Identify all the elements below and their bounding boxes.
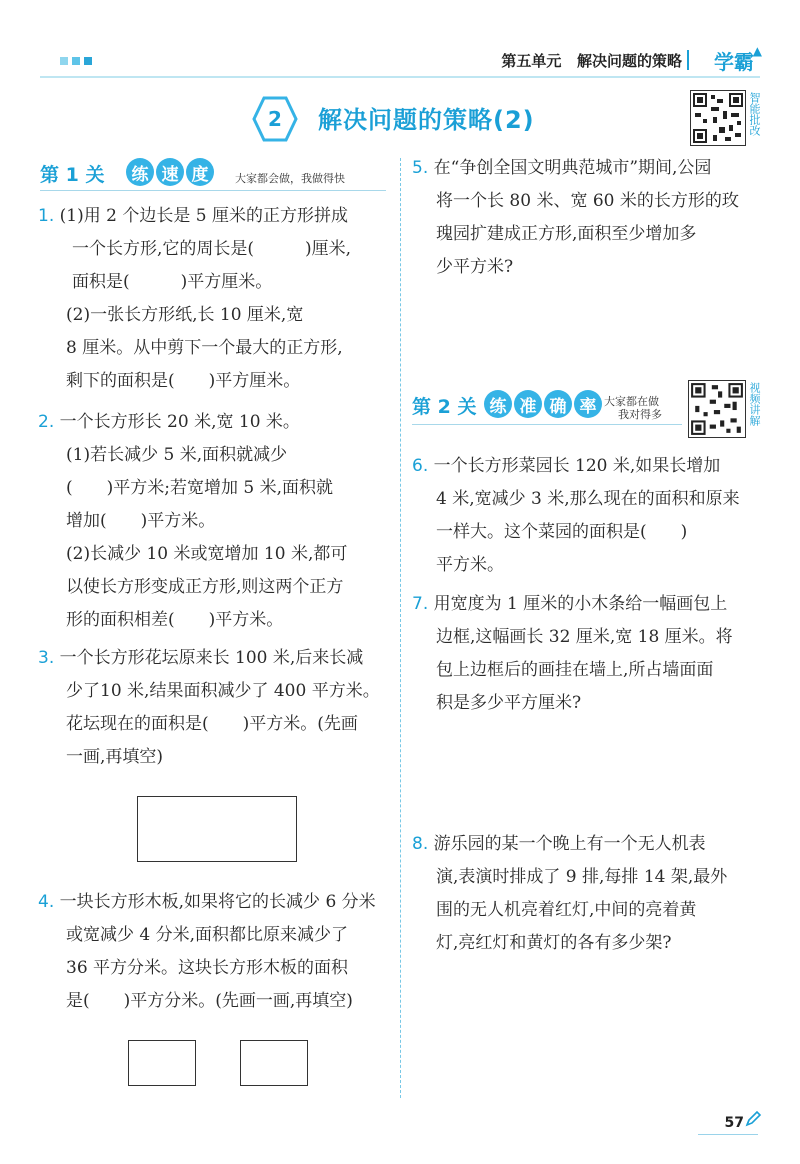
question-line: 一画,再填空) [66,747,164,767]
question-line: 或宽减少 4 分米,面积都比原来减少了 [66,925,349,945]
section-1-underline [40,190,386,191]
question-line: 用宽度为 1 厘米的小木条给一幅画包上 [433,594,728,614]
question-line: 4 米,宽减少 3 米,那么现在的面积和原来 [436,489,740,509]
question-line: (2)长减少 10 米或宽增加 10 米,都可 [66,544,348,564]
question-number: 1. [38,206,55,226]
question-7 [412,588,764,720]
section-1-title: 第 1 关 [40,164,105,186]
question-8 [412,828,764,960]
question-line: 游乐园的某一个晚上有一个无人机表 [433,834,706,854]
question-line: 花坛现在的面积是( )平方米。(先画 [66,714,358,734]
question-line: 演,表演时排成了 9 排,每排 14 架,最外 [436,867,728,887]
question-line: 一块长方形木板,如果将它的长减少 6 分米 [59,892,376,912]
question-line: 一个长方形,它的周长是( )厘米, [72,239,352,259]
header-decoration [60,57,92,65]
question-line: 一个长方形花坛原来长 100 米,后来长减 [59,648,364,668]
section-2-title: 第 2 关 [412,396,477,418]
question-number: 4. [38,892,55,912]
question-line: 增加( )平方米。 [66,511,216,531]
question-2 [38,406,392,637]
pill-char: 准 [514,390,542,418]
header-dot [84,57,92,65]
page-title: 解决问题的策略(2) [318,106,535,134]
question-line: 平方米。 [436,555,504,575]
question-number: 2. [38,412,55,432]
pill-char: 练 [484,390,512,418]
header-separator [687,50,689,70]
section-2-tagline: 我对得多 [618,408,662,421]
question-line: (2)一张长方形纸,长 10 厘米,宽 [66,305,304,325]
question-number: 6. [412,456,429,476]
question-line: 形的面积相差( )平方米。 [66,610,284,630]
qr-code-icon[interactable] [690,90,746,146]
brand-logo: 学霸 [714,50,754,74]
drawing-rectangle [128,1040,196,1086]
drawing-rectangle [137,796,297,862]
question-4 [38,886,392,1018]
pill-char: 练 [126,158,154,186]
question-3 [38,642,392,774]
column-divider [400,158,401,1098]
section-1-pills [126,158,214,186]
header-rule [40,76,760,78]
question-line: 瑰园扩建成正方形,面积至少增加多 [436,224,697,244]
question-1 [38,200,392,398]
qr-code-icon[interactable] [688,380,746,438]
question-line: 在“争创全国文明典范城市”期间,公园 [433,158,712,178]
section-2-tagline: 大家都在做 [604,395,659,408]
question-line: 剩下的面积是( )平方厘米。 [66,371,301,391]
question-line: 包上边框后的画挂在墙上,所占墙面面 [436,660,714,680]
unit-title: 第五单元 解决问题的策略 [501,52,682,70]
pill-char: 度 [186,158,214,186]
question-line: 是( )平方分米。(先画一画,再填空) [66,991,353,1011]
question-5 [412,152,764,284]
question-line: 一个长方形长 20 米,宽 10 米。 [59,412,300,432]
question-line: 一样大。这个菜园的面积是( ) [436,522,688,542]
question-line: 边框,这幅画长 32 厘米,宽 18 厘米。将 [436,627,733,647]
page-number: 57 [724,1115,744,1131]
header-dot [60,57,68,65]
question-line: 积是多少平方厘米? [436,693,582,713]
question-line: 围的无人机亮着红灯,中间的亮着黄 [436,900,697,920]
question-number: 5. [412,158,429,178]
question-number: 8. [412,834,429,854]
question-line: (1)用 2 个边长是 5 厘米的正方形拼成 [59,206,348,226]
pill-char: 率 [574,390,602,418]
question-line: 少了10 米,结果面积减少了 400 平方米。 [66,681,380,701]
section-2-underline [412,424,682,425]
question-line: (1)若长减少 5 米,面积就减少 [66,445,288,465]
question-line: 将一个长 80 米、宽 60 米的长方形的玫 [436,191,739,211]
qr-label: 智能批改 [748,92,761,136]
graduation-cap-icon: ▲ [752,44,762,58]
question-line: 8 厘米。从中剪下一个最大的正方形, [66,338,343,358]
drawing-rectangle [240,1040,308,1086]
qr-label: 视频讲解 [748,382,761,426]
footer-rule [698,1134,758,1135]
question-number: 3. [38,648,55,668]
question-6 [412,450,764,582]
question-line: 少平方米? [436,257,514,277]
question-line: 面积是( )平方厘米。 [72,272,273,292]
question-line: 灯,亮红灯和黄灯的各有多少架? [436,933,672,953]
header-dot [72,57,80,65]
question-line: 36 平方分米。这块长方形木板的面积 [66,958,349,978]
question-line: 一个长方形菜园长 120 米,如果长增加 [433,456,721,476]
badge-number: 2 [268,107,282,131]
question-number: 7. [412,594,429,614]
pill-char: 确 [544,390,572,418]
question-line: ( )平方米;若宽增加 5 米,面积就 [66,478,334,498]
lesson-number-badge [252,96,298,142]
pencil-icon [744,1110,762,1128]
section-1-tagline: 大家都会做，我做得快 [235,172,345,185]
question-line: 以使长方形变成正方形,则这两个正方 [66,577,344,597]
section-2-pills [484,390,602,418]
pill-char: 速 [156,158,184,186]
